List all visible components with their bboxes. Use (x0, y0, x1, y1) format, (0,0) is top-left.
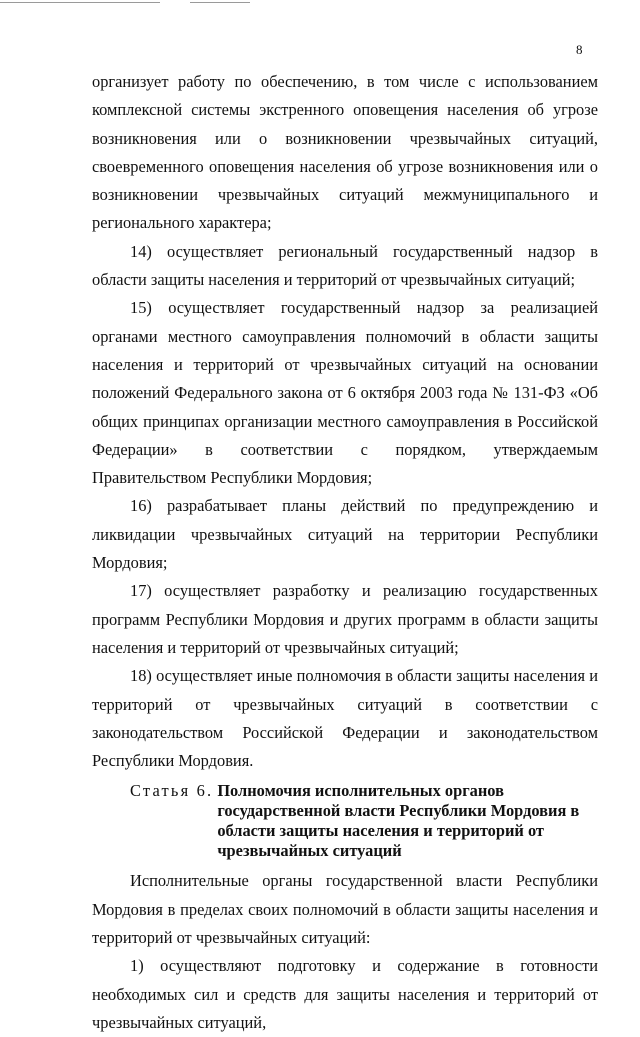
article-label: Статья 6. (130, 781, 214, 801)
top-edge-line (190, 2, 250, 3)
paragraph-item-15: 15) осуществляет государственный надзор за реализацией органами местного самоуправления полномочий в области защиты населения и территорий от чрезвычайных ситуаций на основании положений Федерального закона от 6 октября 2003 года № 131-ФЗ «Об общих принципах организации местного самоуправления в Российской Федерации» в соответствии с порядком, утверждаемым Правительством Республики Мордовия; (92, 298, 598, 488)
paragraph-continued: организует работу по обеспечению, в том числе с использованием комплексной системы экстренного оповещения населения об угрозе возникновения или о возникновении чрезвычайных ситуаций, своевременного оповещения населения об угрозе возникновения или о возникновении чрезвычайных ситуаций межмуниципального и регионального характера; (92, 72, 598, 233)
article-intro-paragraph: Исполнительные органы государственной власти Республики Мордовия в пределах своих полномочий в области защиты населения и территорий от чрезвычайных ситуаций: (92, 871, 598, 948)
document-body (92, 68, 598, 1037)
article-heading (130, 781, 598, 861)
top-edge-line (0, 2, 160, 3)
page-number: 8 (576, 42, 583, 57)
paragraph-item-14: 14) осуществляет региональный государственный надзор в области защиты населения и территорий от чрезвычайных ситуаций; (92, 241, 598, 290)
article-item-1: 1) осуществляют подготовку и содержание в готовности необходимых сил и средств для защиты населения и территорий от чрезвычайных ситуаций, (92, 956, 598, 1032)
paragraph-item-18: 18) осуществляет иные полномочия в области защиты населения и территорий от чрезвычайных ситуаций в соответствии с законодательством Российской Федерации и законодательством Республики Мордовия. (92, 666, 598, 771)
article-title: Полномочия исполнительных органов государственной власти Республики Мордовия в области защиты населения и территорий от чрезвычайных ситуаций (217, 781, 580, 861)
paragraph-item-16: 16) разрабатывает планы действий по предупреждению и ликвидации чрезвычайных ситуаций на территории Республики Мордовия; (92, 496, 598, 573)
paragraph-item-17: 17) осуществляет разработку и реализацию государственных программ Республики Мордовия и других программ в области защиты населения и территорий от чрезвычайных ситуаций; (92, 581, 598, 657)
